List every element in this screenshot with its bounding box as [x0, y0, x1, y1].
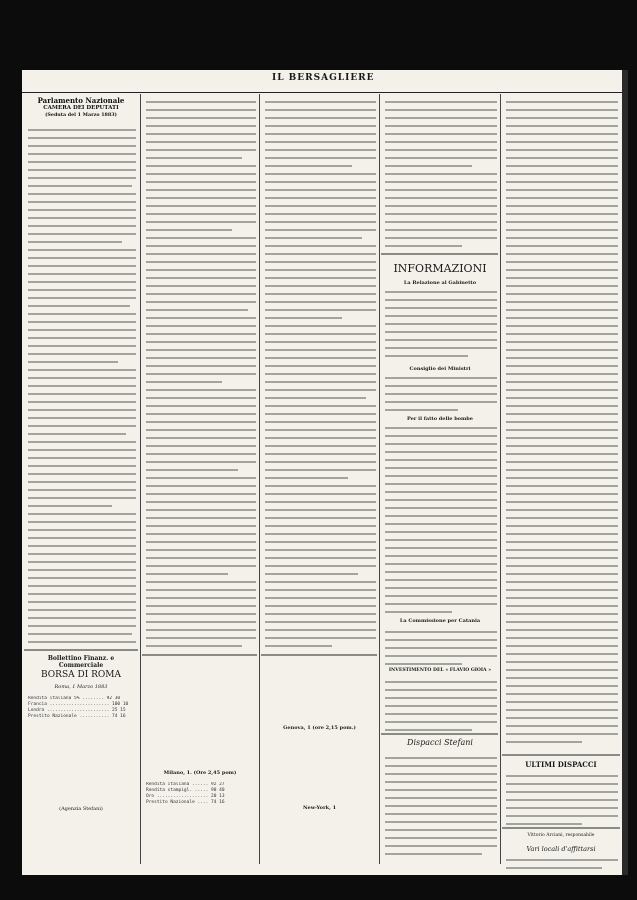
- gerente-line: Vittorio Arciani, responsabile: [504, 833, 618, 841]
- vari-locali-title: Vari locali d'affittarsi: [504, 845, 618, 855]
- informazioni-sub3: Per il fatto delle bombe: [383, 416, 497, 423]
- informazioni-title: INFORMAZIONI: [383, 262, 497, 278]
- borsa-table: Rendita italiana 5% ........ 92 30 Francia ...................... 100 10 Londra ....................... 25 15 Prestito Nazionale ........... 74 16: [28, 696, 129, 719]
- text-lines-col4: [385, 102, 497, 854]
- borsa-date: Roma, 1 Marzo 1883: [26, 684, 136, 692]
- text-lines-col5: [506, 102, 618, 868]
- agenzia-label: (Agenzia Stefani): [26, 806, 136, 814]
- borsa-title: BORSA DI ROMA: [26, 670, 136, 684]
- text-lines-col1: [28, 130, 136, 642]
- genova-heading: Genova, 1 (ore 2,15 pom.): [263, 725, 376, 733]
- text-lines-col2: [146, 102, 256, 646]
- binding-spine: [622, 70, 628, 875]
- informazioni-sub2: Consiglio dei Ministri: [383, 366, 497, 373]
- ultimi-dispacci-title: ULTIMI DISPACCI: [504, 760, 618, 770]
- milano-table: Rendita italiana ...... 92 27 Rendita stampigl. ..... 90 40 Oro ................... 20 13 Prestito Nazionale .... 74 16: [146, 782, 225, 805]
- masthead-title: IL BERSAGLIERE: [272, 73, 375, 83]
- newyork-heading: New-York, 1: [263, 805, 376, 813]
- finance-heading: Bollettino Finanz. e Commerciale: [26, 655, 136, 669]
- text-lines-col3: [265, 102, 376, 646]
- milano-heading: Milano, 1. (Ore 2,45 pom): [144, 770, 256, 778]
- informazioni-sub4: La Commissione per Catania: [383, 618, 497, 625]
- dispacci-title: Dispacci Stefani: [383, 738, 497, 750]
- text-texture: [22, 70, 622, 875]
- informazioni-sub1: La Relazione al Gabinetto: [383, 280, 497, 287]
- session-date: (Seduta del 1 Marzo 1883): [45, 112, 117, 118]
- investimento-heading: INVESTIMENTO DEL « FLAVIO GIOIA »: [383, 668, 497, 675]
- newspaper-page: [22, 70, 622, 875]
- section-heading: Parlamento Nazionale: [37, 96, 125, 105]
- section-subheading: CAMERA DEI DEPUTATI: [43, 105, 119, 111]
